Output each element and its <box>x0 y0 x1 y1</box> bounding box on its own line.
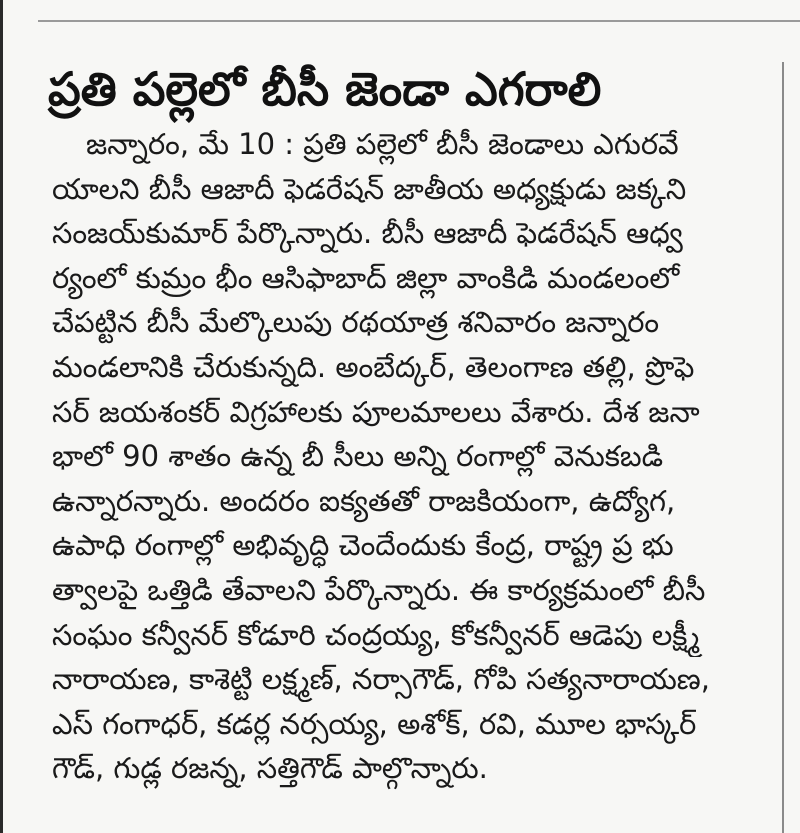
article-line: సంజయ్‌కుమార్ పేర్కొన్నారు. బీసీ ఆజాదీ ఫెడరేషన్ ఆధ్వ <box>52 216 683 251</box>
article-line: సర్ జయశంకర్ విగ్రహాలకు పూలమాలలు వేశారు. దేశ జనా <box>52 394 700 429</box>
article-line: భాలో 90 శాతం ఉన్న బీ సీలు అన్ని రంగాల్లో వెనుకబడి <box>52 439 664 474</box>
article-headline: ప్రతి పల్లెలో బీసీ జెండా ఎగరాలి <box>48 62 602 116</box>
article-line: ఎస్ గంగాధర్, కడర్ల నర్సయ్య, అశోక్, రవి, మూల భాస్కర్ <box>52 706 697 741</box>
column-right-divider <box>782 62 784 833</box>
column-left-border <box>0 0 3 833</box>
article-line: నారాయణ, కాశెట్టి లక్ష్మణ్, నర్సాగౌడ్, గోపి సత్యనారాయణ, <box>52 662 710 697</box>
article-line: ఉపాధి రంగాల్లో అభివృద్ధి చెందేందుకు కేంద్ర, రాష్ట్ర ప్ర భు <box>52 528 674 563</box>
article-line: జన్నారం, మే 10 : ప్రతి పల్లెలో బీసీ జెండాలు ఎగురవే <box>86 127 679 161</box>
article-line: త్వాలపై ఒత్తిడి తేవాలని పేర్కొన్నారు. ఈ కార్యక్రమంలో బీసీ <box>52 572 706 607</box>
article-line: మండలానికి చేరుకున్నది. అంబేద్కర్, తెలంగాణ తల్లి, ప్రొఫె <box>52 349 695 384</box>
article-line: యాలని బీసీ ఆజాదీ ఫెడరేషన్ జాతీయ అధ్యక్షుడు జక్కని <box>52 171 687 206</box>
article-line: ఉన్నారన్నారు. అందరం ఐక్యతతో రాజకియంగా, ఉద్యోగ, <box>52 483 676 518</box>
article-line: చేపట్టిన బీసీ మేల్కొలుపు రథయాత్ర శనివారం జన్నారం <box>52 305 660 340</box>
article-body <box>52 122 762 791</box>
top-divider <box>38 20 800 22</box>
article-line: గౌడ్, గుడ్ల రజన్న, సత్తిగౌడ్ పాల్గొన్నారు. <box>52 751 488 786</box>
article-line: సంఘం కన్వీనర్ కోడూరి చంద్రయ్య, కోకన్వీనర్ ఆడెపు లక్ష్మీ <box>52 617 700 652</box>
article-line: ర్యంలో కుమ్రం భీం ఆసిఫాబాద్ జిల్లా వాంకిడి మండలంలో <box>52 260 680 295</box>
